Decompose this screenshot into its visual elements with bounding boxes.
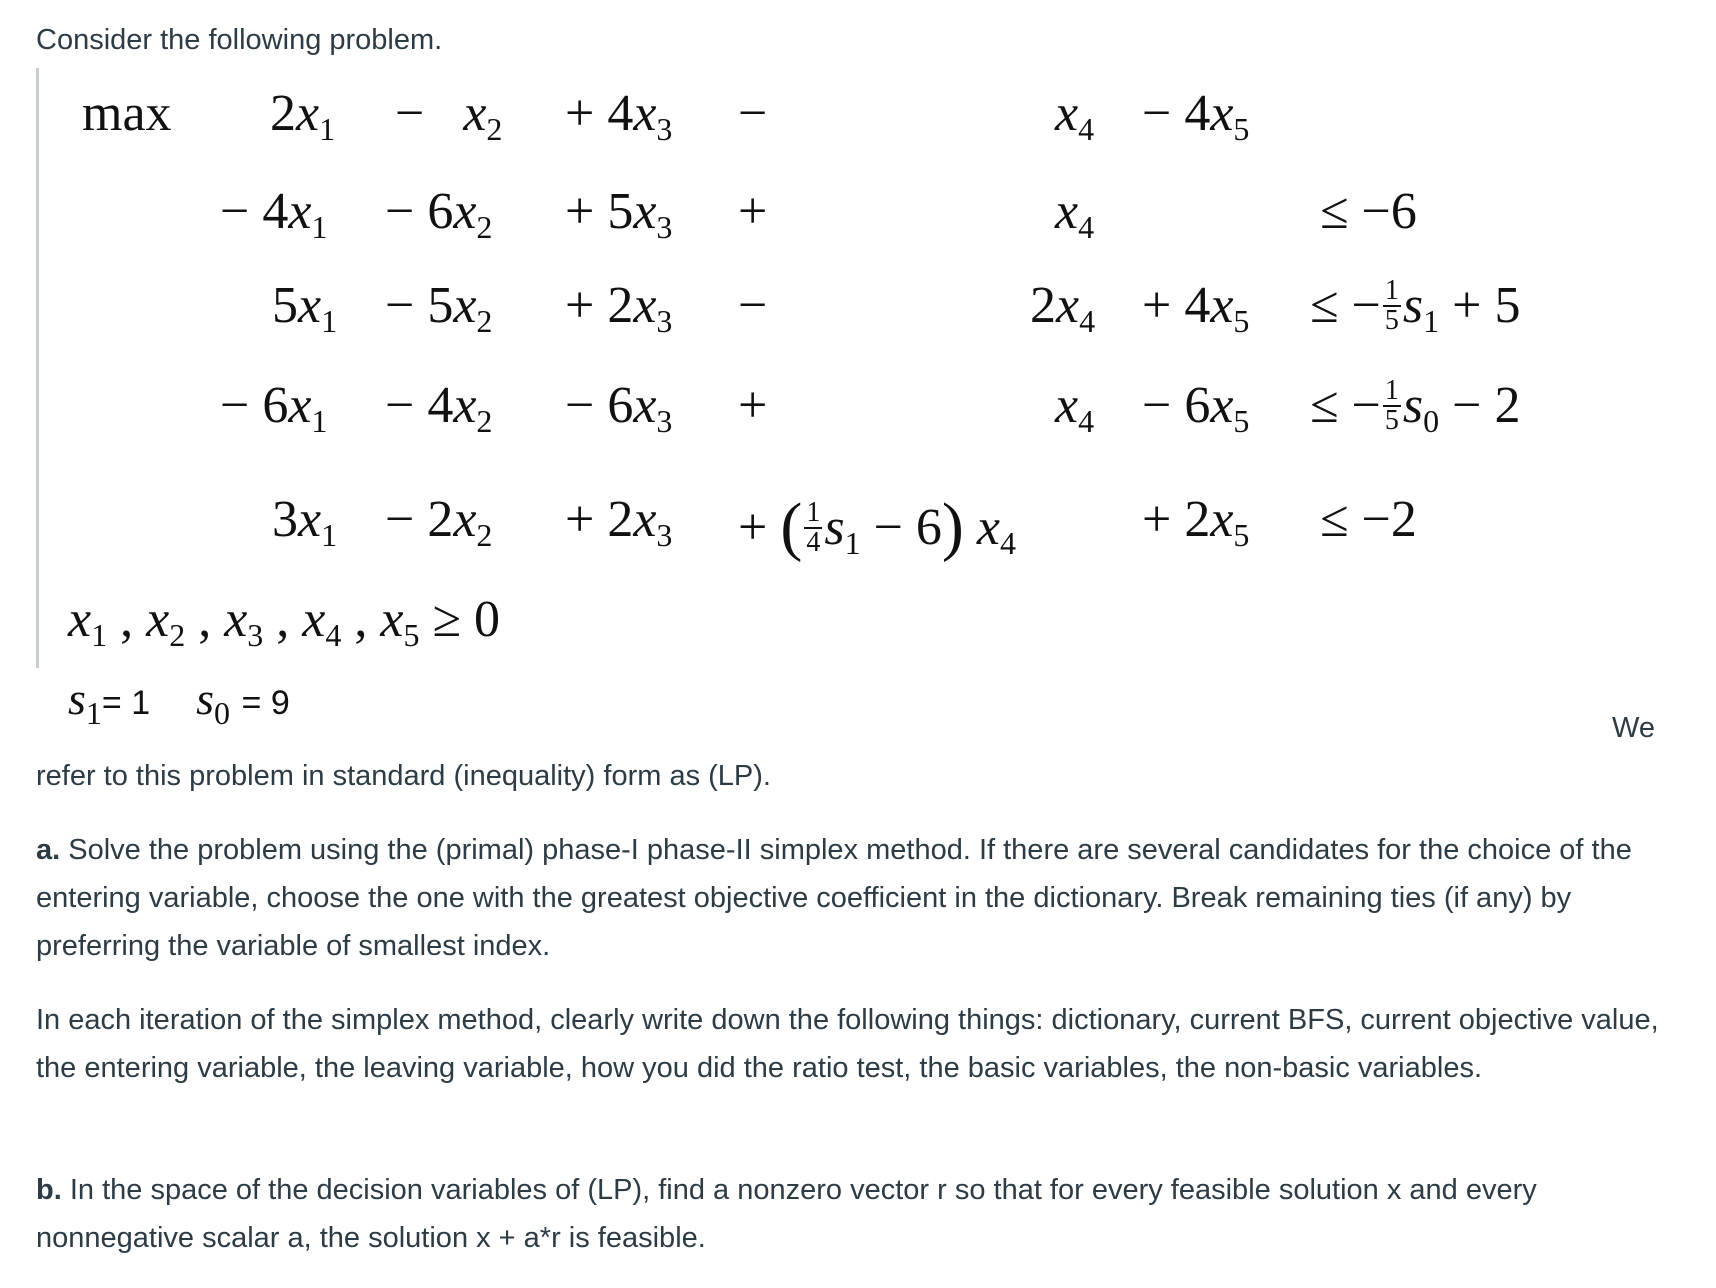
obj-term-x3: + $4x_3$ bbox=[565, 85, 673, 147]
r4-term-x4: + ( $\frac{1}{4}$ $s_1 - 6$) $x_4$ bbox=[738, 490, 1016, 563]
r3-term-x2: − $4x_2$ bbox=[385, 377, 493, 439]
obj-term-x4: $x_4$ bbox=[1055, 85, 1095, 147]
r1-term-x4-sign: + bbox=[738, 183, 768, 240]
r4-term-x2: − $2x_2$ bbox=[385, 491, 493, 553]
r1-term-x3: + $5x_3$ bbox=[565, 183, 673, 245]
r1-term-x1: − $4x_1$ bbox=[220, 183, 328, 245]
quote-bar bbox=[36, 68, 39, 668]
nonneg-constraint: $x_1$ , $x_2$ , $x_3$ , $x_4$ , $x_5 \ge 0$ bbox=[68, 591, 501, 653]
r2-term-x3: + $2x_3$ bbox=[565, 277, 673, 339]
obj-term-x2: − $x_2$ bbox=[395, 85, 503, 147]
r1-term-x2: − $6x_2$ bbox=[385, 183, 493, 245]
r2-fraction: $\frac{1}{5}$ bbox=[1384, 275, 1399, 337]
r3-term-x4: $x_4$ bbox=[1055, 377, 1095, 439]
paragraph-refer: refer to this problem in standard (inequality) form as (LP). bbox=[36, 760, 771, 792]
r3-term-x5: − $6x_5$ bbox=[1142, 377, 1250, 439]
max-keyword: max bbox=[82, 85, 172, 142]
paragraph-iteration: In each iteration of the simplex method, clearly write down the following things: dictionary, current BFS, current objective value, the entering variable, the leaving variable, how you did the ratio test, the basic variables, the non-basic variables. bbox=[36, 1004, 1659, 1084]
r3-term-x4-sign: + bbox=[738, 377, 768, 434]
r2-term-x2: − $5x_2$ bbox=[385, 277, 493, 339]
r1-rhs: ≤ −6 bbox=[1320, 183, 1417, 240]
r3-fraction: $\frac{1}{5}$ bbox=[1384, 375, 1399, 437]
paragraph-part-a: a. Solve the problem using the (primal) phase-I phase-II simplex method. If there are several candidates for the choice of the entering variable, choose the one with the greatest objective coefficient in the dictionary. Break remaining ties (if any) by preferring the variable of smallest index. bbox=[36, 834, 1632, 962]
r4-term-x3: + $2x_3$ bbox=[565, 491, 673, 553]
r3-rhs: ≤ − $\frac{1}{5}$ $s_0 - 2$ bbox=[1310, 375, 1521, 439]
part-b-label: b. bbox=[36, 1174, 62, 1206]
r1-term-x4: $x_4$ bbox=[1055, 183, 1095, 245]
r2-term-x4: $2x_4$ bbox=[1030, 277, 1096, 339]
r2-term-x1: $5x_1$ bbox=[272, 277, 338, 339]
obj-term-x4-sign: − bbox=[738, 85, 768, 142]
intro-text: Consider the following problem. bbox=[36, 24, 443, 56]
r3-term-x3: − $6x_3$ bbox=[565, 377, 673, 439]
r2-rhs: ≤ − $\frac{1}{5}$ $s_1 + 5$ bbox=[1310, 275, 1521, 339]
r3-term-x1: − $6x_1$ bbox=[220, 377, 328, 439]
obj-term-x5: − $4x_5$ bbox=[1142, 85, 1250, 147]
paragraph-part-b: b. In the space of the decision variables of (LP), find a nonzero vector r so that for every feasible solution x and every nonnegative scalar a, the solution x + a*r is feasible. bbox=[36, 1174, 1537, 1254]
r4-term-x5: + $2x_5$ bbox=[1142, 491, 1250, 553]
r4-rhs: ≤ −2 bbox=[1320, 491, 1417, 548]
r2-term-x5: + $4x_5$ bbox=[1142, 277, 1250, 339]
obj-term-x1: $2x_1$ bbox=[270, 85, 336, 147]
r4-fraction: $\frac{1}{4}$ bbox=[806, 497, 821, 559]
r2-term-x4-sign: − bbox=[738, 277, 768, 334]
r4-term-x1: $3x_1$ bbox=[272, 491, 338, 553]
s-values: $s_1= 1$ $s_0 = 9$ bbox=[68, 673, 290, 731]
we-fragment: We bbox=[1612, 712, 1655, 744]
part-a-label: a. bbox=[36, 834, 61, 866]
